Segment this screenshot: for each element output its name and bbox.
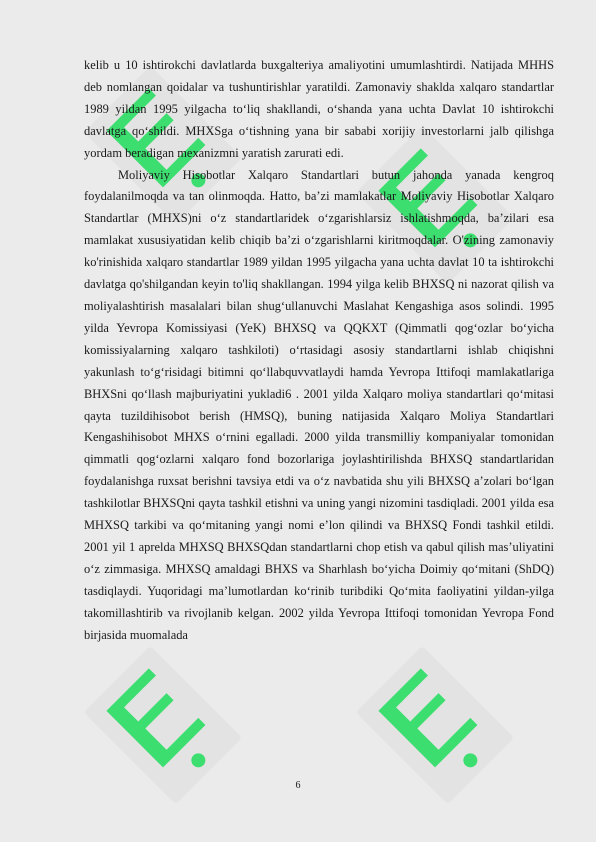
paragraph-main: Moliyaviy Hisobotlar Xalqaro Standartlari butun jahonda yanada kengroq foydalanilmoqda va tan olinmoqda. Hatto, ba’zi mamlakatlar Moliyaviy Hisobotlar Xalqaro Standartlar (MHXS)ni o‘z standartlaridek o‘zgarishlarsiz ishlatishmoqda, ba’zilari esa mamlakat xususiyatidan kelib chiqib ba’zi o‘zgarishlarni kiritmoqdalar. O'zining zamonaviy ko'rinishida xalqaro standartlar 1989 yildan 1995 yilgacha yana uchta davlat 10 ta ishtirokchi davlatga qo'shilgandan keyin to'liq shakllangan. 1994 yilga kelib BHXSQ ni nazorat qilish va moliyalashtirish masalalari bilan shug‘ullanuvchi Maslahat Kengashiga asos solindi. 1995 yilda Yevropa Komissiyasi (YeK) BHXSQ va QQKXT (Qimmatli qog‘ozlar bo‘yicha komissiyalarning xalqaro tashkiloti) o‘rtasidagi asosiy standartlarni ishlab chiqishni yakunlash to‘g‘risidagi bitimni qo‘llabquvvatlaydi hamda Yevropa Ittifoqi mamlakatlariga BHXSni qo‘llash majburiyatini yukladi6 . 2001 yilda Xalqaro moliya standartlari qo‘mitasi qayta tuzildihisobot berish (HMSQ), buning natijasida Xalqaro Moliya Standartlari Kengashihisobot MHXS o‘rnini egalladi. 2000 yilda transmilliy kompaniyalar tomonidan qimmatli qog‘ozlarni xalqaro fond bozorlariga joylashtirilishda BHXSQ standartlaridan foydalanishga ruxsat berishni tavsiya etdi va o‘z navbatida shu yili BHXSQ a’zolari bo‘lgan tashkilotlar BHXSQni qayta tashkil etishni va uning yangi nizomini tasdiqladi. 2001 yilda esa MHXSQ tarkibi va qo‘mitaning yangi nomi e’lon qilindi va BHXSQ Fondi tashkil etildi. 2001 yil 1 aprelda MHXSQ BHXSQdan standartlarni chop etish va qabul qilish mas’uliyatini o‘z zimmasiga. MHXSQ amaldagi BHXS va Sharhlash bo‘yicha Doimiy qo‘mitani (ShDQ) tasdiqlaydi. Yuqoridagi ma’lumotlardan ko‘rinib turibdiki Qo‘mita faoliyatini yildan-yilga takomillashtirib va rivojlanib kelgan. 2002 yilda Yevropa Ittifoqi tomonidan Yevropa Fond birjasida muomalada xyxy=(84,167,554,642)
page-number: 6 xyxy=(295,780,301,791)
paragraph-continuation: kelib u 10 ishtirokchi davlatlarda buxgalteriya amaliyotini umumlashtirdi. Natijada MHHS deb nomlangan qoidalar va tushuntirishlar yaratildi. Zamonaviy shaklda xalqaro standartlar 1989 yildan 1995 yilgacha to‘liq shakllandi, o‘shanda yana uchta Davlat 10 ishtirokchi davlatga qo‘shildi. MHXSga o‘tishning yana bir sababi xorijiy investorlarni jalb qilishga yordam beradigan mexanizmni yaratish zarurati edi. xyxy=(84,58,554,160)
document-body xyxy=(84,55,554,646)
